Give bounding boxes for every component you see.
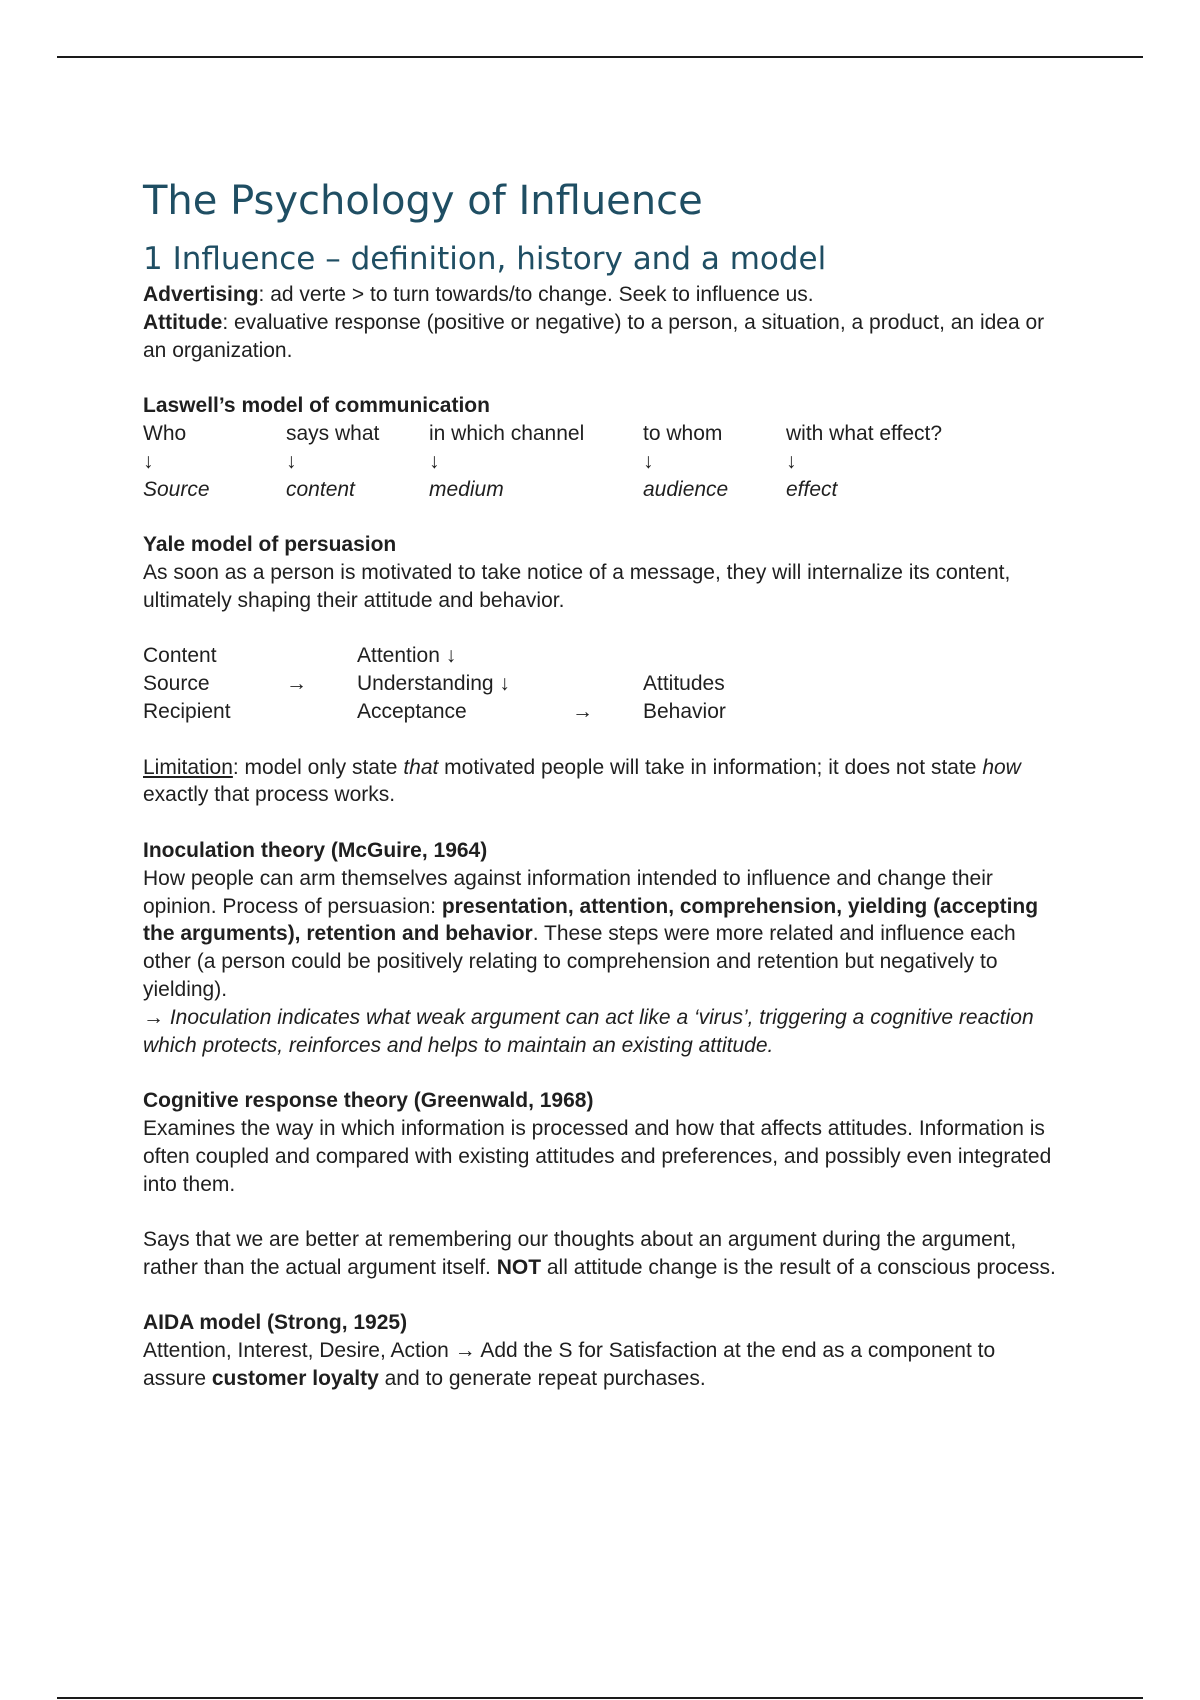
yale-row: [143, 642, 1063, 670]
laswell-question: to whom: [643, 421, 723, 445]
laswell-question: in which channel: [429, 421, 585, 445]
laswell-title: Laswell’s model of communication: [143, 394, 490, 418]
cognitive-text: all attitude change is the result of a conscious process.: [541, 1255, 1056, 1279]
yale-process: Understanding ↓: [357, 672, 510, 696]
header-rule: [57, 56, 1143, 58]
limitation-emphasis: that: [403, 755, 439, 779]
laswell-model-table: [143, 420, 1063, 503]
cognitive-description-2: [143, 1226, 1063, 1282]
aida-text: Attention, Interest, Desire, Action → Add the S for Satisfaction at the end as a component to assure: [143, 1339, 996, 1391]
attitude-text: : evaluative response (positive or negative) to a person, a situation, a product, an idea or an organization.: [143, 310, 1045, 362]
yale-row: [143, 698, 1063, 726]
yale-output: Attitudes: [643, 672, 725, 696]
cognitive-emphasis: NOT: [496, 1255, 542, 1279]
limitation-label: Limitation: [143, 755, 233, 779]
limitation-text: exactly that process works.: [143, 783, 396, 807]
advertising-definition: [143, 281, 1063, 309]
down-arrow-icon: ↓: [286, 449, 297, 473]
limitation-text: : model only state: [232, 755, 404, 779]
aida-description: [143, 1337, 1063, 1393]
limitation-emphasis: how: [982, 755, 1021, 779]
yale-input: Source: [143, 672, 210, 696]
laswell-term: effect: [786, 477, 838, 501]
aida-title: AIDA model (Strong, 1925): [143, 1311, 408, 1335]
laswell-terms-row: [143, 476, 1063, 504]
yale-limitation: [143, 754, 1063, 810]
attitude-definition: [143, 309, 1063, 365]
yale-description: As soon as a person is motivated to take notice of a message, they will internalize its content, ultimately shaping their attitude and behavior.: [143, 560, 1011, 612]
yale-input: Recipient: [143, 699, 231, 723]
limitation-text: motivated people will take in information; it does not state: [438, 755, 983, 779]
laswell-arrows-row: [143, 448, 1063, 476]
inoculation-conclusion: → Inoculation indicates what weak argument can act like a ‘virus’, triggering a cognitive reaction which protects, reinforces and helps to maintain an existing attitude.: [143, 1005, 1034, 1057]
cognitive-text: Says that we are better at remembering our thoughts about an argument during the argument, rather than the actual argument itself.: [143, 1228, 1017, 1279]
cognitive-description: Examines the way in which information is processed and how that affects attitudes. Information is often coupled and compared with existing attitudes and preferences, and possibly even integrated into them.: [143, 1116, 1052, 1196]
attitude-term: Attitude: [143, 310, 223, 334]
document-page: [143, 175, 1063, 1393]
footer-rule: [57, 1697, 1143, 1699]
yale-model-table: [143, 642, 1063, 725]
down-arrow-icon: ↓: [429, 449, 440, 473]
yale-process: Acceptance: [357, 699, 467, 723]
down-arrow-icon: ↓: [643, 449, 654, 473]
laswell-term: content: [286, 477, 355, 501]
yale-title: Yale model of persuasion: [143, 533, 397, 557]
down-arrow-icon: ↓: [143, 449, 154, 473]
yale-process: Attention ↓: [357, 644, 457, 668]
laswell-term: audience: [643, 477, 729, 501]
laswell-questions-row: [143, 420, 1063, 448]
yale-input: Content: [143, 644, 217, 668]
laswell-question: says what: [286, 421, 380, 445]
inoculation-steps: presentation, attention, comprehension, yielding (accepting the arguments), retention and behavior: [143, 894, 1039, 946]
inoculation-text: How people can arm themselves against information intended to influence and change their opinion. Process of persuasion:: [143, 866, 993, 918]
down-arrow-icon: ↓: [786, 449, 797, 473]
advertising-text: : ad verte > to turn towards/to change. Seek to influence us.: [258, 283, 814, 306]
inoculation-text: . These steps were more related and influence each other (a person could be positively relating to comprehension and retention but negatively to yielding).: [143, 922, 1016, 1001]
inoculation-title: Inoculation theory (McGuire, 1964): [143, 838, 488, 862]
yale-row: [143, 670, 1063, 698]
yale-output: Behavior: [643, 699, 726, 723]
aida-text: and to generate repeat purchases.: [378, 1367, 706, 1391]
section-heading: 1 Influence – definition, history and a model: [143, 241, 827, 277]
laswell-question: with what effect?: [786, 421, 943, 445]
inoculation-description: [143, 865, 1063, 1004]
right-arrow-icon: →: [286, 672, 307, 696]
document-title: The Psychology of Influence: [143, 178, 703, 224]
laswell-term: Source: [143, 477, 210, 501]
laswell-term: medium: [429, 477, 504, 501]
cognitive-title: Cognitive response theory (Greenwald, 1968): [143, 1089, 594, 1113]
laswell-question: Who: [143, 421, 187, 445]
right-arrow-icon: →: [572, 699, 593, 723]
advertising-term: Advertising: [143, 283, 259, 306]
aida-emphasis: customer loyalty: [211, 1367, 379, 1391]
